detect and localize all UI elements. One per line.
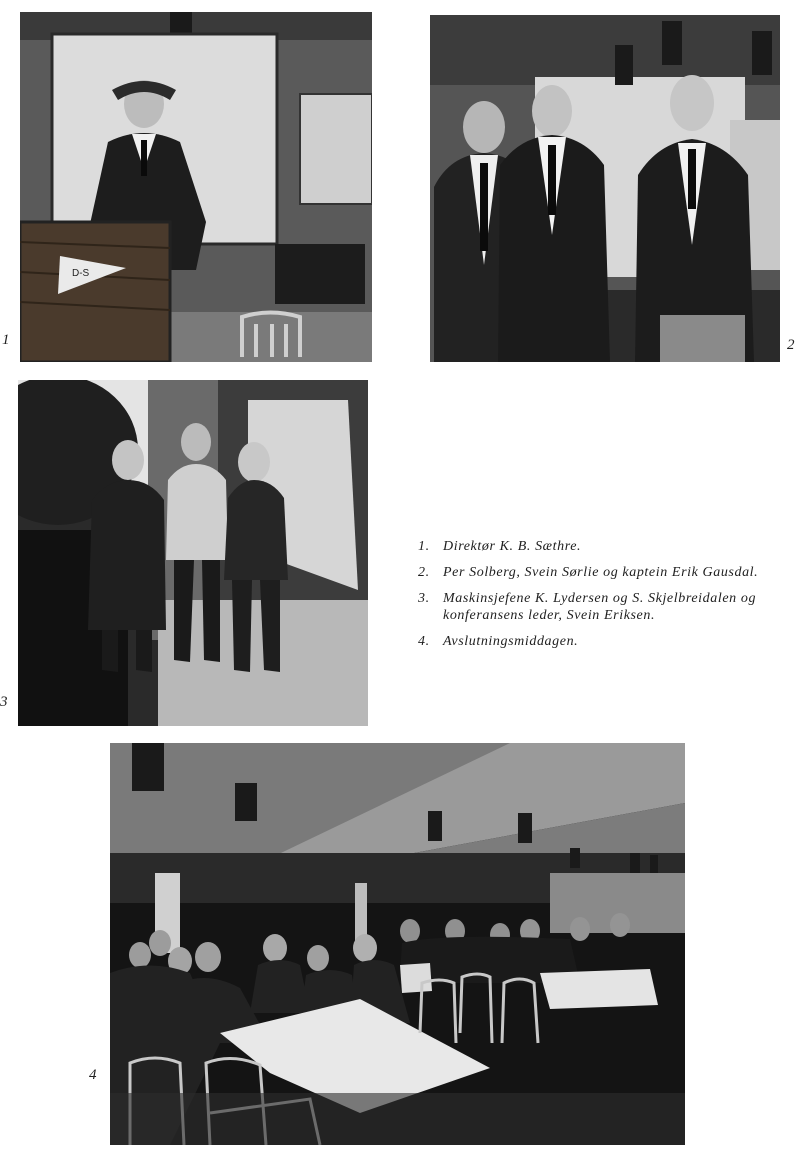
caption-text: Direktør K. B. Sæthre.	[443, 539, 582, 554]
caption-list	[418, 538, 793, 659]
caption-text: Maskinsjefene K. Lydersen og S. Skjelbreidalen og konferansens leder, Svein Eriksen.	[443, 591, 757, 623]
caption-number: 3.	[418, 591, 430, 606]
caption-text: Per Solberg, Svein Sørlie og kaptein Erik Gausdal.	[443, 565, 759, 580]
photo-4-closing-dinner	[110, 743, 685, 1145]
caption-item	[418, 564, 793, 581]
pennant-logo: D-S	[72, 268, 90, 279]
photo-2-number: 2	[787, 337, 795, 353]
caption-number: 2.	[418, 565, 430, 580]
caption-number: 1.	[418, 539, 430, 554]
photo-3-number: 3	[0, 694, 8, 710]
podium	[20, 222, 170, 362]
caption-item	[418, 590, 793, 624]
caption-item	[418, 538, 793, 555]
photo-4-number: 4	[89, 1067, 97, 1083]
caption-text: Avslutningsmiddagen.	[443, 634, 579, 649]
caption-number: 4.	[418, 634, 430, 649]
photo-2-three-men	[430, 15, 780, 362]
caption-item	[418, 633, 793, 650]
photo-3-outdoor-group	[18, 380, 368, 726]
photo-1-director-podium	[20, 12, 372, 362]
photo-1-number: 1	[2, 332, 10, 348]
